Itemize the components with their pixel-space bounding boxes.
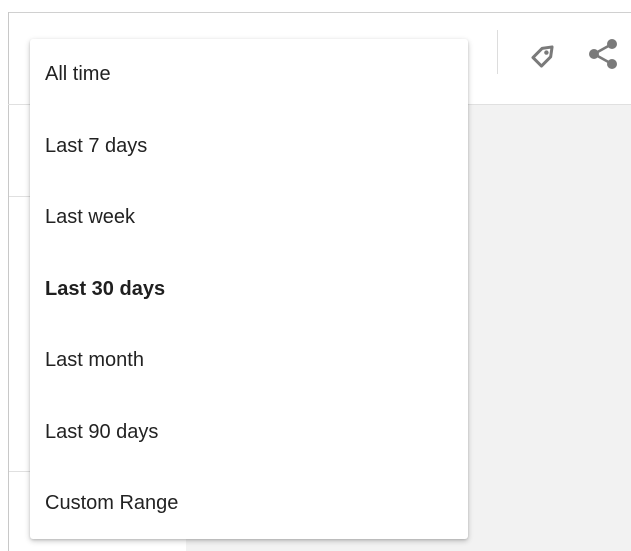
side-panel-divider — [9, 196, 31, 197]
menu-item-last-90-days[interactable] — [30, 397, 468, 468]
tag-button[interactable] — [526, 34, 564, 74]
side-panel-divider — [9, 471, 31, 472]
share-button[interactable] — [584, 34, 622, 74]
menu-item-label: Custom Range — [45, 492, 179, 514]
menu-item-label: Last 90 days — [45, 421, 159, 443]
menu-item-custom-range[interactable] — [30, 468, 468, 539]
tag-icon — [528, 37, 562, 71]
menu-item-label: Last 7 days — [45, 135, 148, 157]
menu-item-all-time[interactable] — [30, 39, 468, 110]
menu-item-label: All time — [45, 63, 111, 85]
menu-item-label: Last week — [45, 206, 136, 228]
menu-item-label: Last month — [45, 349, 144, 371]
menu-item-last-7-days[interactable] — [30, 111, 468, 182]
menu-item-last-month[interactable] — [30, 325, 468, 396]
date-range-dropdown — [30, 39, 468, 539]
share-icon — [586, 36, 620, 72]
menu-item-last-week[interactable] — [30, 182, 468, 253]
menu-item-last-30-days[interactable] — [30, 254, 468, 325]
toolbar-divider — [497, 30, 498, 74]
menu-item-label: Last 30 days — [45, 278, 166, 300]
page-top-border — [8, 12, 631, 13]
